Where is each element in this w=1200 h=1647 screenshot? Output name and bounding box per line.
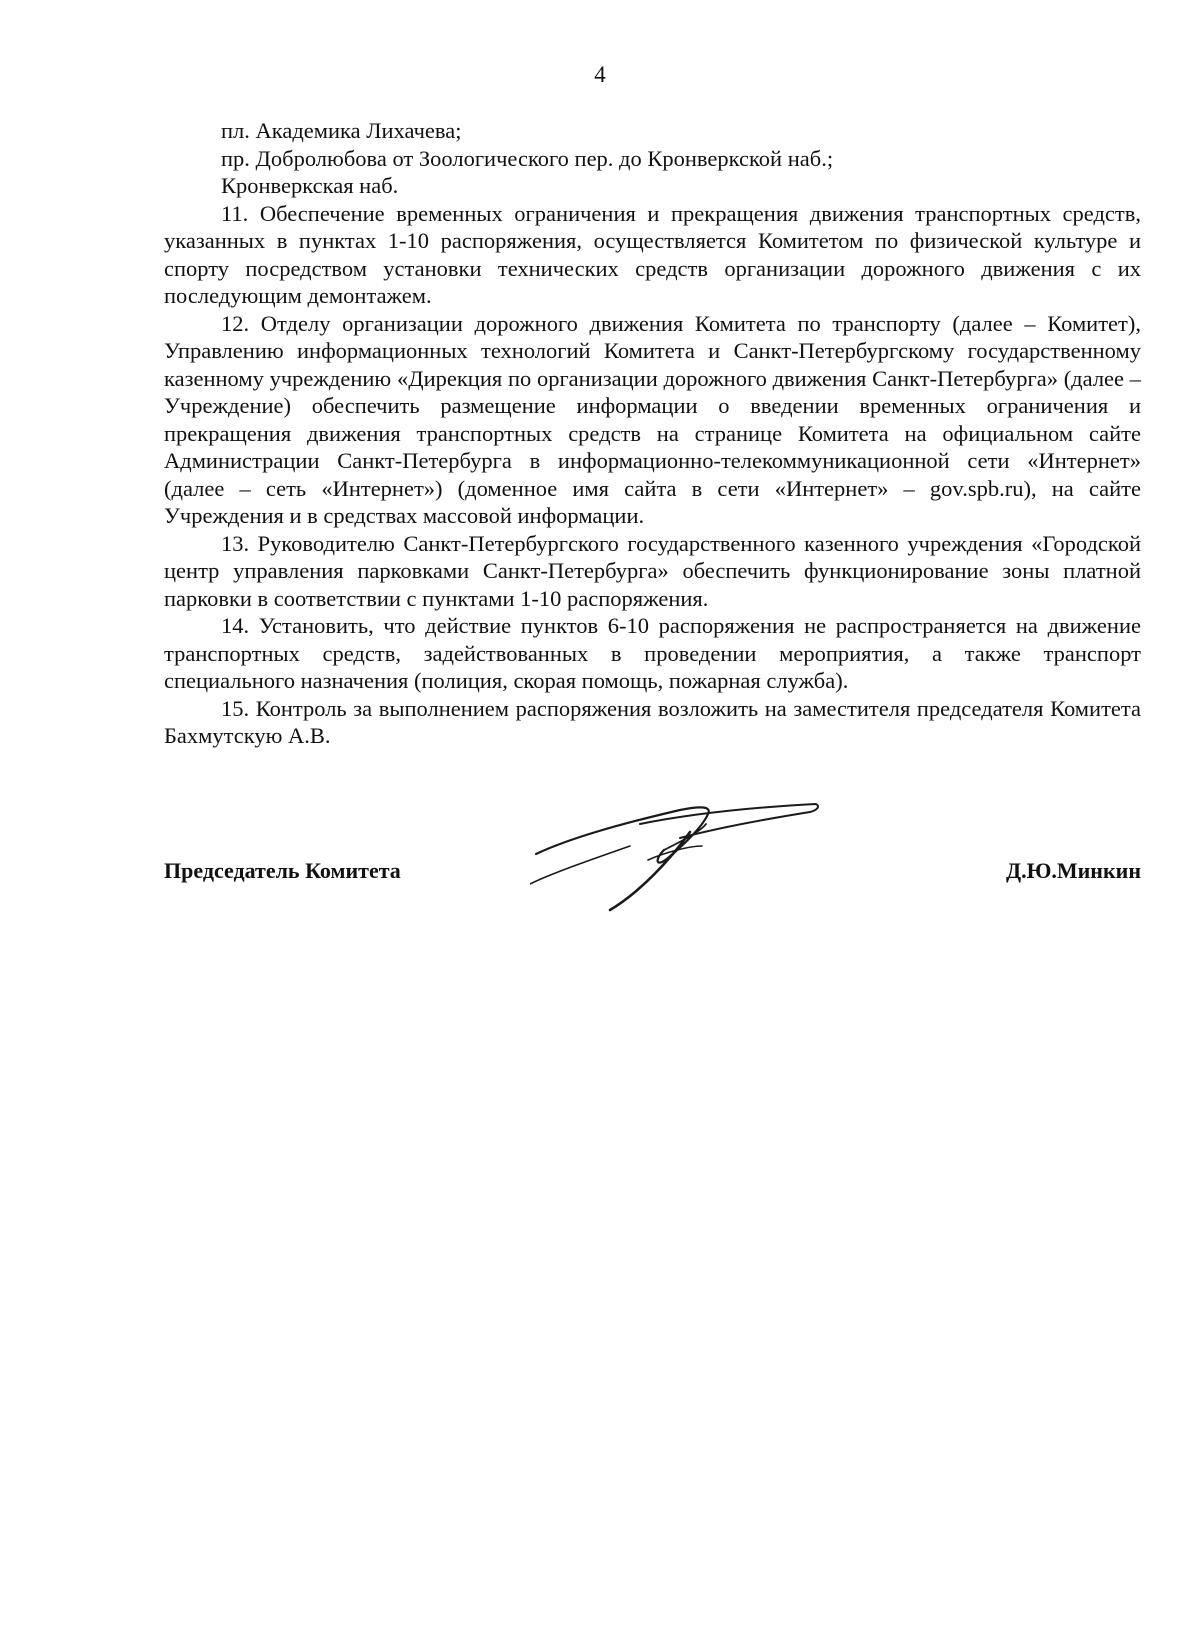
address-line: пр. Добролюбова от Зоологического пер. до Кронверкской наб.; [221,145,834,171]
paragraph-12: 12. Отделу организации дорожного движения Комитета по транспорту (далее – Комитет), Управлению информационных технологий Комитета и Санкт-Петербургскому государственному казенному учреждению «Дирекция по организации дорожного движения Санкт-Петербурга» (далее – Учреждение) обеспечить размещение информации о введении временных ограничения и прекращения движения транспортных средств на странице Комитета на официальном сайте Администрации Санкт-Петербурга в информационно-телекоммуникационной сети «Интернет» (далее – сеть «Интернет») (доменное имя сайта в сети «Интернет» – gov.spb.ru), на сайте Учреждения и в средствах массовой информации. [164,310,1141,528]
signatory-name: Д.Ю.Минкин [1005,858,1141,883]
document-body [164,117,1141,750]
handwritten-signature [530,802,840,912]
paragraph-13: 13. Руководителю Санкт-Петербургского государственного казенного учреждения «Городской центр управления парковками Санкт-Петербурга» обеспечить функционирование зоны платной парковки в соответствии с пунктами 1-10 распоряжения. [164,530,1141,611]
signatory-title: Председатель Комитета [164,858,401,883]
page-number: 4 [594,62,606,87]
address-line: пл. Академика Лихачева; [221,118,462,143]
paragraph-14: 14. Установить, что действие пунктов 6-10 распоряжения не распространяется на движение транспортных средств, задействованных в проведении мероприятия, а также транспорт специального назначения (полиция, скорая помощь, пожарная служба). [164,613,1141,693]
paragraph-11: 11. Обеспечение временных ограничения и прекращения движения транспортных средств, указанных в пунктах 1-10 распоряжения, осуществляется Комитетом по физической культуре и спорту посредством установки технических средств организации дорожного движения с их последующим демонтажем. [164,200,1141,308]
paragraph-15: 15. Контроль за выполнением распоряжения возложить на заместителя председателя Комитета Бахмутскую А.В. [164,695,1141,748]
address-line: Кронверкская наб. [221,173,399,198]
